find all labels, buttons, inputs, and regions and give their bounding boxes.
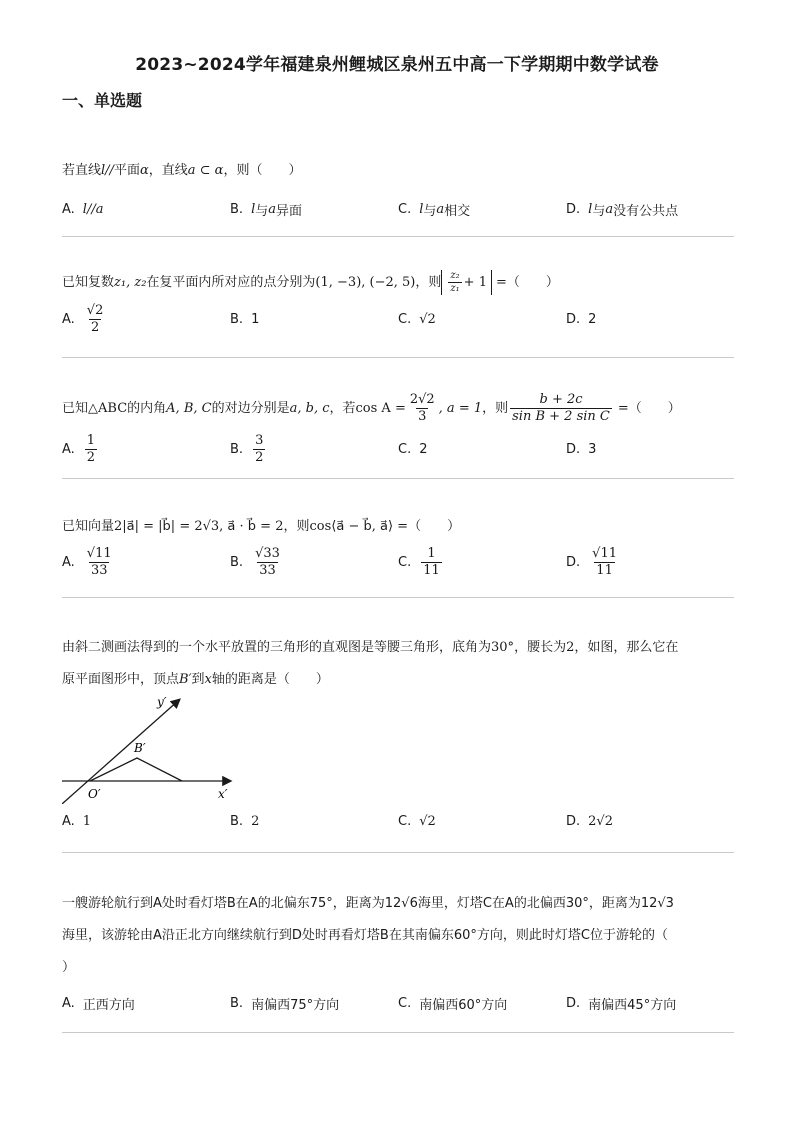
option-d[interactable] xyxy=(566,299,596,339)
option-text: 3 xyxy=(588,441,597,457)
stem-text: 在复平面内所对应的点分别为 xyxy=(146,274,316,290)
divider xyxy=(62,236,734,237)
option-math: a xyxy=(605,201,614,217)
question-5 xyxy=(62,632,734,696)
stem-text: （ ） xyxy=(408,519,461,534)
option-d[interactable] xyxy=(566,986,676,1020)
stem-text: 原平面图形中，顶点 xyxy=(62,672,180,687)
option-math: l xyxy=(251,201,256,217)
divider xyxy=(62,597,734,598)
option-d[interactable] xyxy=(566,804,613,838)
option-a[interactable] xyxy=(62,192,103,226)
question-1 xyxy=(62,160,734,226)
divider xyxy=(62,852,734,853)
fraction-denominator: 2 xyxy=(255,449,264,465)
stem-text: ，如图，那么它在 xyxy=(574,640,679,655)
fraction-denominator: 33 xyxy=(90,562,108,578)
stem-math: cos A = xyxy=(355,400,406,416)
stem-text: 平面 xyxy=(113,163,140,178)
option-text: 相交 xyxy=(444,203,471,219)
fraction-numerator: √2 xyxy=(86,302,104,318)
stem-math: △ABC xyxy=(88,400,128,416)
option-label: A. xyxy=(62,311,75,327)
fraction xyxy=(448,270,461,295)
stem-math: α xyxy=(139,163,149,178)
option-text: 南偏西60°方向 xyxy=(419,997,508,1013)
option-text: 与 xyxy=(592,203,606,219)
option-d[interactable] xyxy=(566,429,596,469)
option-c[interactable] xyxy=(398,804,436,838)
stem-math: B′ xyxy=(179,672,192,687)
x-axis-label: x′ xyxy=(218,787,228,801)
option-label: C. xyxy=(398,311,412,327)
stem-math: x xyxy=(204,672,212,687)
question-4 xyxy=(62,516,734,582)
stem-text: ，则 xyxy=(415,274,442,290)
stem-text: 已知向量 xyxy=(62,519,115,534)
stem-text: 由斜二测画法得到的一个水平放置的三角形的直观图是等腰三角形，底角为 xyxy=(62,640,492,655)
stem-text: ，腰长为 xyxy=(514,640,567,655)
option-a[interactable] xyxy=(62,804,91,838)
stem-math: l// xyxy=(101,163,114,178)
option-b[interactable] xyxy=(230,804,259,838)
divider xyxy=(62,1032,734,1033)
stem-text: =（ ） xyxy=(617,400,681,416)
stem-math: , a = 1 xyxy=(438,400,483,416)
fraction-numerator: 1 xyxy=(86,432,96,448)
fraction xyxy=(85,433,97,466)
question-2 xyxy=(62,270,734,339)
option-text: 2 xyxy=(588,311,597,327)
oblique-projection-figure xyxy=(62,692,242,804)
fraction-denominator: 2 xyxy=(90,319,100,335)
stem-line: 海里，该游轮由A沿正北方向继续航行到D处时再看灯塔B在其南偏东60°方向，则此时灯塔C位于游轮的（ xyxy=(62,928,668,943)
option-text: 异面 xyxy=(276,203,303,219)
option-label: A. xyxy=(62,201,75,217)
fraction-numerator: √11 xyxy=(86,545,112,561)
option-b[interactable] xyxy=(230,986,339,1020)
divider xyxy=(62,357,734,358)
stem-math: A, B, C xyxy=(166,400,212,416)
option-math: l xyxy=(588,201,593,217)
option-b[interactable] xyxy=(230,299,259,339)
option-text: 与 xyxy=(423,203,437,219)
question-3 xyxy=(62,392,734,469)
stem-line: 一艘游轮航行到A处时看灯塔B在A的北偏东75°，距离为12√6海里，灯塔C在A的北偏西30°，距离为12√3 xyxy=(62,896,674,911)
option-math: 2√2 xyxy=(588,813,613,829)
stem-text: =（ ） xyxy=(495,274,559,290)
question-stem xyxy=(62,160,734,182)
origin-label: O′ xyxy=(88,787,101,801)
option-label: C. xyxy=(398,995,412,1011)
option-b[interactable] xyxy=(230,429,267,469)
stem-math: a ⊂ α xyxy=(187,163,224,178)
option-label: B. xyxy=(230,201,244,217)
option-a[interactable] xyxy=(62,299,107,339)
fraction-numerator: 1 xyxy=(427,545,436,561)
stem-text: 的对边分别是 xyxy=(211,400,290,416)
y-axis xyxy=(62,700,179,804)
option-label: D. xyxy=(566,201,581,217)
option-a[interactable] xyxy=(62,429,99,469)
option-label: C. xyxy=(398,813,412,829)
fraction-numerator: b + 2c xyxy=(539,392,583,407)
y-axis-label: y′ xyxy=(157,695,167,709)
option-b[interactable] xyxy=(230,542,284,582)
question-stem xyxy=(62,392,734,425)
stem-math: 30° xyxy=(491,640,515,655)
question-5-options xyxy=(62,804,734,838)
fraction-denominator: 2 xyxy=(86,449,96,465)
option-math: l xyxy=(419,201,424,217)
stem-text: ，则 xyxy=(283,519,310,534)
fraction-numerator: z₂ xyxy=(450,270,460,281)
option-label: C. xyxy=(398,554,412,570)
question-6 xyxy=(62,888,734,1020)
fraction-numerator: 2√2 xyxy=(409,392,435,407)
option-label: D. xyxy=(566,311,581,327)
option-label: D. xyxy=(566,995,581,1011)
option-label: C. xyxy=(398,441,412,457)
option-c[interactable] xyxy=(398,429,428,469)
stem-text: ，直线 xyxy=(148,163,188,178)
option-c[interactable] xyxy=(398,192,470,226)
fraction xyxy=(590,546,619,579)
option-math: √2 xyxy=(419,813,436,829)
fraction-numerator: √33 xyxy=(255,545,280,561)
option-text: 1 xyxy=(82,813,92,829)
question-stem xyxy=(62,270,734,295)
stem-text: 已知 xyxy=(62,400,89,416)
fraction-denominator: 33 xyxy=(259,562,276,578)
option-d[interactable] xyxy=(566,542,621,582)
stem-text: 已知复数 xyxy=(62,274,115,290)
option-label: C. xyxy=(398,201,412,217)
option-text: 正西方向 xyxy=(82,997,135,1013)
option-text: 南偏西75°方向 xyxy=(251,997,340,1013)
option-text: 1 xyxy=(251,311,260,327)
fraction xyxy=(85,303,106,336)
question-stem xyxy=(62,516,734,538)
stem-text: 若直线 xyxy=(62,163,102,178)
fraction-denominator: 11 xyxy=(423,562,440,578)
option-text: 2 xyxy=(419,441,428,457)
option-label: B. xyxy=(230,813,244,829)
triangle-sides xyxy=(90,758,182,781)
stem-math: + 1 xyxy=(463,275,487,290)
option-text: l//a xyxy=(82,201,104,217)
fraction-denominator: z₁ xyxy=(450,283,460,294)
option-label: D. xyxy=(566,813,581,829)
stem-text: ，则（ ） xyxy=(223,163,302,178)
option-label: A. xyxy=(62,995,75,1011)
stem-text: 轴的距离是（ ） xyxy=(211,672,329,687)
question-stem xyxy=(62,632,734,696)
stem-math: 2|a⃗| = |b⃗| = 2√3, a⃗ · b⃗ = 2 xyxy=(114,519,284,534)
option-d[interactable] xyxy=(566,192,678,226)
stem-math: z₁, z₂ xyxy=(114,274,147,290)
option-label: B. xyxy=(230,311,244,327)
option-math: √2 xyxy=(419,311,436,327)
fraction xyxy=(408,392,437,425)
fraction-denominator: sin B + 2 sin C xyxy=(512,409,610,424)
fraction-denominator: 3 xyxy=(418,409,427,424)
fraction xyxy=(253,546,282,579)
option-math: a xyxy=(268,201,277,217)
fraction xyxy=(421,546,442,579)
option-label: A. xyxy=(62,554,75,570)
section-heading: 一、单选题 xyxy=(62,91,143,110)
fraction-numerator: 3 xyxy=(255,432,264,448)
option-text: 南偏西45°方向 xyxy=(588,997,677,1013)
option-label: D. xyxy=(566,441,581,457)
vertex-b-label: B′ xyxy=(134,741,146,755)
fraction xyxy=(510,392,612,425)
option-label: A. xyxy=(62,813,75,829)
page-title: 2023~2024学年福建泉州鲤城区泉州五中高一下学期期中数学试卷 xyxy=(135,55,659,75)
stem-math: 2 xyxy=(566,640,575,655)
stem-math: a, b, c xyxy=(289,400,330,416)
option-text: 没有公共点 xyxy=(613,203,679,219)
stem-math: cos⟨a⃗ − b⃗, a⃗⟩ = xyxy=(309,519,409,534)
option-label: B. xyxy=(230,554,244,570)
option-math: a xyxy=(436,201,445,217)
stem-text: ，则 xyxy=(482,400,509,416)
option-a[interactable] xyxy=(62,542,116,582)
fraction-denominator: 11 xyxy=(596,562,613,578)
option-c[interactable] xyxy=(398,986,507,1020)
stem-text: 到 xyxy=(191,672,205,687)
option-label: B. xyxy=(230,441,244,457)
stem-text: ，若 xyxy=(329,400,356,416)
stem-line: ） xyxy=(62,960,76,975)
option-label: B. xyxy=(230,995,244,1011)
option-label: A. xyxy=(62,441,75,457)
fraction-numerator: √11 xyxy=(592,545,617,561)
option-label: D. xyxy=(566,554,581,570)
fraction xyxy=(85,546,114,579)
stem-text: 的内角 xyxy=(127,400,167,416)
option-c[interactable] xyxy=(398,299,436,339)
divider xyxy=(62,478,734,479)
question-stem xyxy=(62,888,734,984)
option-text: 与 xyxy=(255,203,269,219)
option-b[interactable] xyxy=(230,192,302,226)
stem-math: (1, −3), (−2, 5) xyxy=(315,274,416,290)
fraction xyxy=(253,433,265,466)
option-c[interactable] xyxy=(398,542,444,582)
absolute-value xyxy=(441,270,492,295)
option-text: 2 xyxy=(251,813,260,829)
option-a[interactable] xyxy=(62,986,135,1020)
